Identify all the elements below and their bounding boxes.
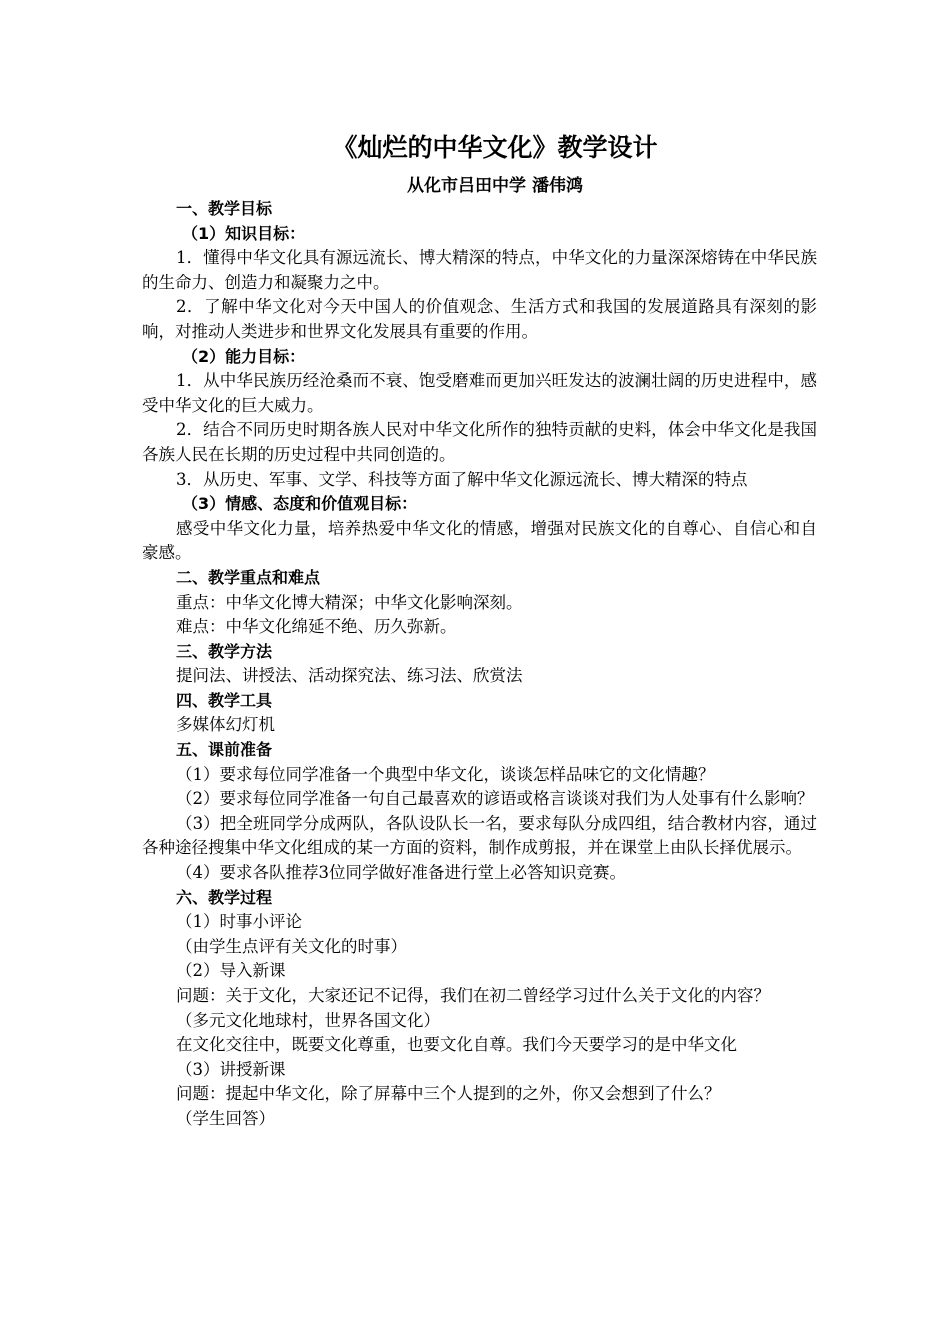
process-line-8: 问题：提起中华文化，除了屏幕中三个人提到的之外，你又会想到了什么？ bbox=[176, 1084, 721, 1104]
section-heading-objectives: 一、教学目标 bbox=[176, 199, 273, 218]
process-line-4: 问题：关于文化，大家还记不记得，我们在初二曾经学习过什么关于文化的内容？ bbox=[176, 986, 770, 1005]
subheading-emotion: （3）情感、态度和价值观目标： bbox=[182, 494, 418, 514]
key-point: 重点：中华文化博大精深；中华文化影响深刻。 bbox=[176, 592, 523, 612]
process-line-9: （学生回答） bbox=[176, 1108, 275, 1128]
section-heading-key-points: 二、教学重点和难点 bbox=[176, 567, 321, 587]
section-heading-methods: 三、教学方法 bbox=[176, 641, 273, 661]
preparation-item-3: （3）把全班同学分成两队，各队设队长一名，要求每队分成四组，结合教材内容，通过各种途径搜集中华文化组成的某一方面的资料，制作成剪报，并在课堂上由队长择优展示。 bbox=[142, 813, 817, 858]
process-line-3: （2）导入新课 bbox=[176, 961, 286, 981]
emotion-goal: 感受中华文化力量，培养热爱中华文化的情感，增强对民族文化的自尊心、自信心和自豪感。 bbox=[142, 518, 817, 563]
ability-goal-3: 3．从历史、军事、文学、科技等方面了解中华文化源远流长、博大精深的特点 bbox=[176, 469, 748, 489]
document-title: 《灿烂的中华文化》教学设计 bbox=[332, 133, 658, 162]
process-line-2: （由学生点评有关文化的时事） bbox=[176, 936, 407, 956]
preparation-item-1: （1）要求每位同学准备一个典型中华文化，谈谈怎样品味它的文化情趣？ bbox=[176, 764, 715, 784]
process-line-1: （1）时事小评论 bbox=[176, 912, 302, 932]
methods-text: 提问法、讲授法、活动探究法、练习法、欣赏法 bbox=[176, 666, 523, 686]
knowledge-goal-2: 2．了解中华文化对今天中国人的价值观念、生活方式和我国的发展道路具有深刻的影响，对推动人类进步和世界文化发展具有重要的作用。 bbox=[142, 297, 817, 341]
tools-text: 多媒体幻灯机 bbox=[176, 715, 275, 735]
section-heading-preparation: 五、课前准备 bbox=[176, 740, 273, 760]
section-heading-process: 六、教学过程 bbox=[176, 887, 273, 907]
document-author: 从化市吕田中学 潘伟鸿 bbox=[407, 176, 583, 196]
ability-goal-2: 2．结合不同历史时期各族人民对中华文化所作的独特贡献的史料，体会中华文化是我国各族人民在长期的历史过程中共同创造的。 bbox=[142, 420, 817, 464]
subheading-knowledge: （1）知识目标： bbox=[182, 223, 306, 243]
preparation-item-2: （2）要求每位同学准备一句自己最喜欢的谚语或格言谈谈对我们为人处事有什么影响？ bbox=[176, 789, 814, 809]
document-body bbox=[142, 197, 817, 1132]
difficult-point: 难点：中华文化绵延不绝、历久弥新。 bbox=[176, 617, 457, 637]
subheading-ability: （2）能力目标： bbox=[182, 346, 306, 366]
preparation-item-4: （4）要求各队推荐3位同学做好准备进行堂上必答知识竞赛。 bbox=[176, 863, 626, 883]
process-line-7: （3）讲授新课 bbox=[176, 1059, 286, 1079]
section-heading-tools: 四、教学工具 bbox=[176, 690, 273, 710]
process-line-5: （多元文化地球村，世界各国文化） bbox=[176, 1010, 440, 1030]
process-line-6: 在文化交往中，既要文化尊重，也要文化自尊。我们今天要学习的是中华文化 bbox=[176, 1035, 737, 1055]
knowledge-goal-1: 1．懂得中华文化具有源远流长、博大精深的特点，中华文化的力量深深熔铸在中华民族的生命力、创造力和凝聚力之中。 bbox=[142, 248, 817, 292]
ability-goal-1: 1．从中华民族历经沧桑而不衰、饱受磨难而更加兴旺发达的波澜壮阔的历史进程中，感受中华文化的巨大威力。 bbox=[142, 371, 817, 415]
